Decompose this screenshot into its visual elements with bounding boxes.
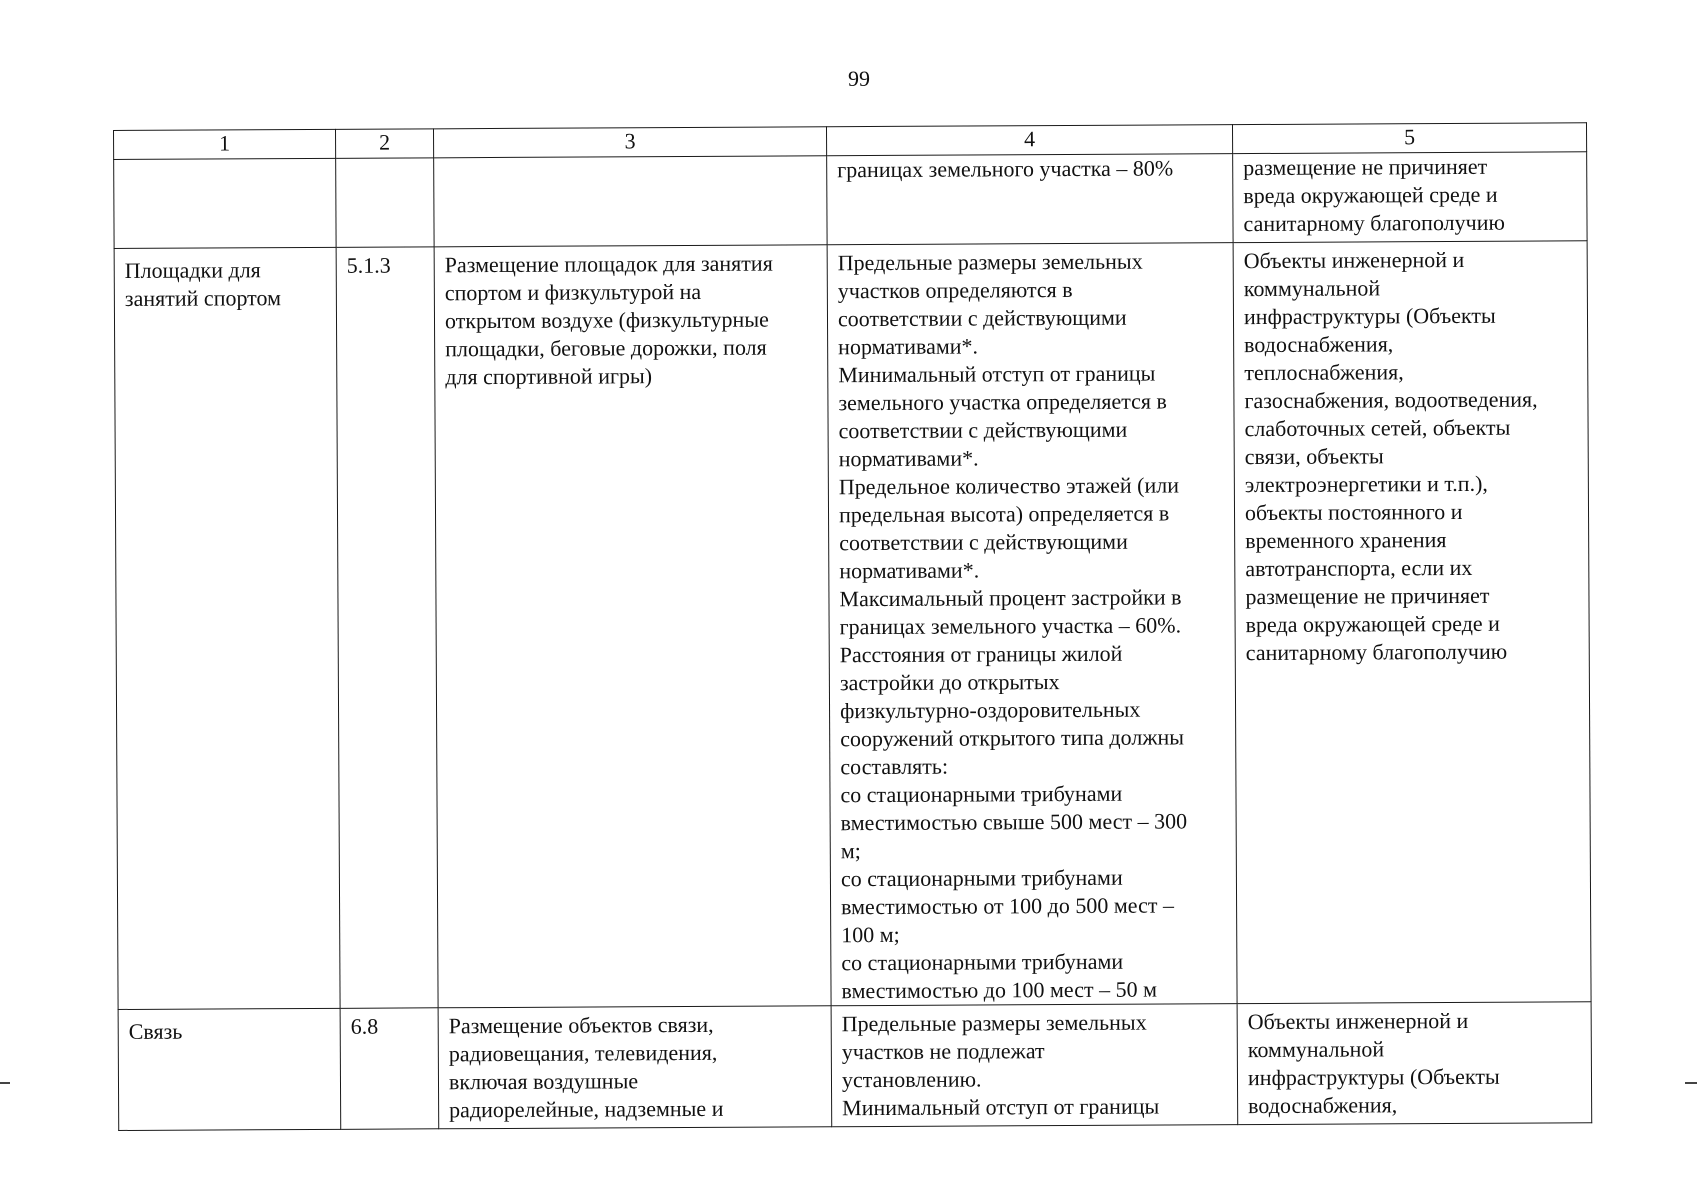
table-cell-auxiliary-uses: размещение не причиняет вреда окружающей среде и санитарному благополучию: [1233, 152, 1587, 243]
column-header: 5: [1232, 123, 1586, 154]
page-number: 99: [848, 66, 870, 91]
table-row-communications: [118, 1002, 1592, 1131]
column-header: 3: [433, 127, 826, 158]
table-cell-description: [434, 156, 827, 247]
table-cell-use-type: Площадки для занятий спортом: [114, 247, 340, 1009]
table-cell-auxiliary-uses: Объекты инженерной и коммунальной инфраструктуры (Объекты водоснабжения,: [1237, 1002, 1592, 1125]
scan-edge-mark-left: [0, 1082, 10, 1084]
table-cell-auxiliary-uses: Объекты инженерной и коммунальной инфраструктуры (Объекты водоснабжения, теплоснабжения, газоснабжения, водоотведения, слаботочных сетей, объекты связи, объекты электроэнергетики и т.п.), объекты постоянного и временного хранения автотранспорта, если их размещение не причиняет вреда окружающей среде и санитарному благополучию: [1233, 241, 1591, 1004]
table-cell-parameters: Предельные размеры земельных участков определяются в соответствии с действующими нормативами*. Минимальный отступ от границы земельного участка определяется в соответствии с действующими нормативами*. Предельное количество этажей (или предельная высота) определяется в соответствии с действующими нормативами*. Максимальный процент застройки в границах земельного участка – 60%. Расстояния от границы жилой застройки до открытых физкультурно-оздоровительных сооружений открытого типа должны составлять: со стационарными трибунами вместимостью свыше 500 мест – 300 м; со стационарными трибунами вместимостью от 100 до 500 мест – 100 м; со стационарными трибунами вместимостью до 100 мест – 50 м: [827, 243, 1237, 1006]
table-row-continuation: [114, 152, 1587, 249]
column-header: 2: [335, 129, 433, 159]
table-cell-code: [336, 158, 434, 248]
table-cell-description: Размещение площадок для занятия спортом и физкультурой на открытом воздухе (физкультурные площадки, беговые дорожки, поля для спортивной игры): [434, 245, 831, 1008]
table-cell-code: 5.1.3: [336, 247, 438, 1009]
column-header: 4: [826, 125, 1232, 156]
table-cell-use-type: [114, 158, 336, 248]
table-cell-use-type: Связь: [118, 1008, 341, 1130]
table-cell-code: 6.8: [340, 1008, 439, 1130]
table-cell-description: Размещение объектов связи, радиовещания, телевидения, включая воздушные радиорелейные, надземные и: [438, 1006, 832, 1129]
scan-edge-mark-right: [1685, 1082, 1697, 1084]
table-row-sports-grounds: [114, 241, 1591, 1010]
zoning-table: [113, 122, 1592, 1131]
column-header: 1: [114, 129, 336, 159]
table-cell-parameters: Предельные размеры земельных участков не подлежат установлению. Минимальный отступ от границы: [831, 1004, 1238, 1127]
table-cell-parameters: границах земельного участка – 80%: [827, 154, 1233, 245]
